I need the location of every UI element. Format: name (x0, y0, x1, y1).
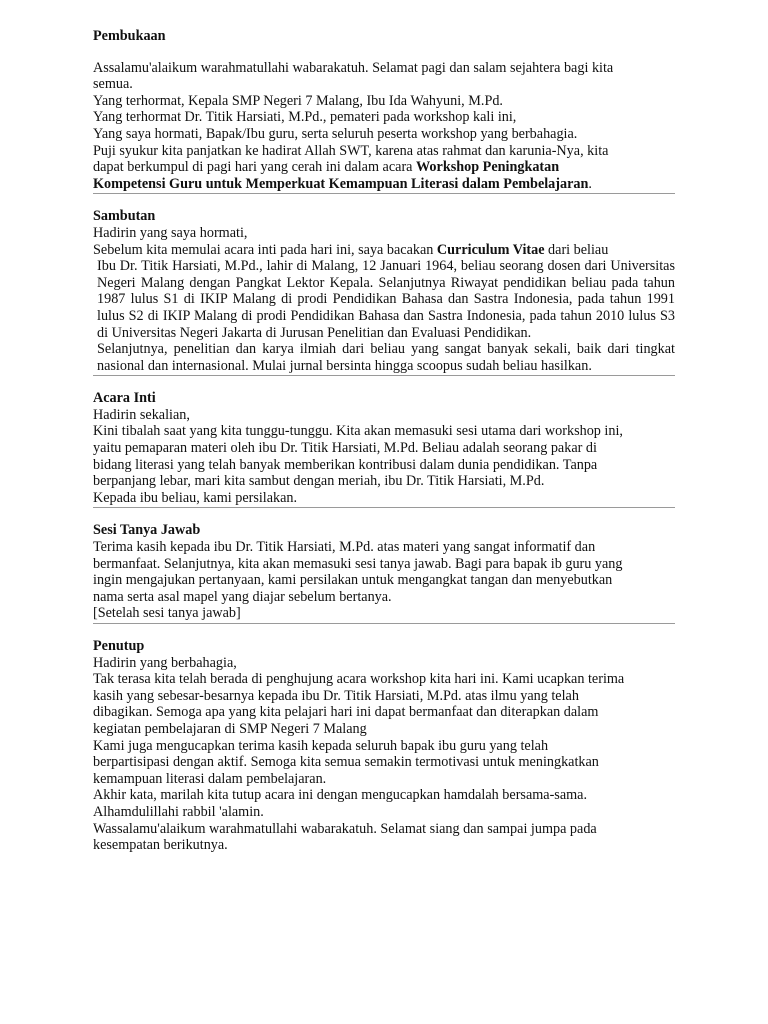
tanya-jawab-note: [Setelah sesi tanya jawab] (93, 605, 241, 622)
section-pembukaan (93, 28, 675, 194)
section-divider (93, 507, 675, 508)
section-sambutan (93, 208, 675, 376)
penutup-line: kegiatan pembelajaran di SMP Negeri 7 Malang (93, 720, 367, 737)
workshop-title-period: . (588, 175, 592, 192)
greeting-line-cont: semua. (93, 76, 133, 93)
document-page (93, 28, 675, 854)
section-divider (93, 375, 675, 376)
penutup-greeting: Hadirin yang berbahagia, (93, 654, 237, 671)
tanya-jawab-line: ingin mengajukan pertanyaan, kami persilakan untuk mengangkat tangan dan menyebutkan (93, 572, 613, 589)
salutation-guru: Yang saya hormati, Bapak/Ibu guru, serta seluruh peserta workshop yang berbahagia. (93, 125, 578, 142)
penutup-line: Alhamdulillahi rabbil 'alamin. (93, 803, 264, 820)
tanya-jawab-line: Terima kasih kepada ibu Dr. Titik Harsiati, M.Pd. atas materi yang sangat informatif dan (93, 539, 596, 556)
section-title-penutup: Penutup (93, 638, 145, 654)
gratitude-text: dapat berkumpul di pagi hari yang cerah ini dalam acara (93, 159, 417, 176)
tanya-jawab-line: nama serta asal mapel yang diajar sebelum bertanya. (93, 588, 392, 605)
section-title-pembukaan: Pembukaan (93, 28, 166, 44)
gratitude-line-cont (93, 159, 675, 176)
cv-intro-suffix: dari beliau (544, 241, 609, 258)
acara-line: bidang literasi yang telah banyak memberikan kontribusi dalam dunia pendidikan. Tanpa (93, 456, 598, 473)
penutup-line: dibagikan. Semoga apa yang kita pelajari hari ini dapat bermanfaat dan diterapkan dalam (93, 704, 599, 721)
cv-bold-text: Curriculum Vitae (436, 241, 545, 258)
tanya-jawab-line: bermanfaat. Selanjutnya, kita akan memasuki sesi tanya jawab. Bagi para bapak ib guru yang (93, 555, 623, 572)
research-paragraph: Selanjutnya, penelitian dan karya ilmiah dari beliau yang sangat banyak sekali, baik dari tingkat nasional dan internasional. Mulai jurnal bersinta hingga scoopus sudah beliau hasilkan. (97, 341, 675, 374)
workshop-title-part2: Kompetensi Guru untuk Memperkuat Kemampuan Literasi dalam Pembelajaran (93, 175, 589, 192)
penutup-line: berpartisipasi dengan aktif. Semoga kita semua semakin termotivasi untuk meningkatkan (93, 754, 599, 771)
gratitude-line: Puji syukur kita panjatkan ke hadirat Allah SWT, karena atas rahmat dan karunia-Nya, kita (93, 142, 609, 159)
section-title-acara-inti: Acara Inti (93, 390, 156, 407)
acara-line: Kepada ibu beliau, kami persilakan. (93, 489, 298, 506)
cv-intro-text: Sebelum kita memulai acara inti pada hari ini, saya bacakan (93, 241, 437, 258)
section-divider (93, 623, 675, 624)
acara-greeting: Hadirin sekalian, (93, 406, 190, 423)
greeting-line: Assalamu'alaikum warahmatullahi wabarakatuh. Selamat pagi dan salam sejahtera bagi kita (93, 59, 614, 76)
acara-line: Kini tibalah saat yang kita tunggu-tunggu. Kita akan memasuki sesi utama dari workshop ini, (93, 423, 623, 440)
section-divider (93, 193, 675, 194)
acara-line: berpanjang lebar, mari kita sambut dengan meriah, ibu Dr. Titik Harsiati, M.Pd. (93, 473, 545, 490)
cv-paragraph: Ibu Dr. Titik Harsiati, M.Pd., lahir di Malang, 12 Januari 1964, beliau seorang dosen dari Universitas Negeri Malang dengan Pangkat Lektor Kepala. Selanjutnya Riwayat pendidikan beliau pada tahun 1987 lulus S1 di IKIP Malang di prodi Pendidikan Bahasa dan Sastra Indonesia, pada tahun 1991 lulus S2 di IKIP Malang di prodi Pendidikan Bahasa dan Sastra Indonesia, pada tahun 2010 lulus S3 di Universitas Negeri Jakarta di Jurusan Penelitian dan Evaluasi Pendidikan. (97, 258, 675, 341)
section-penutup (93, 638, 675, 854)
penutup-line: kemampuan literasi dalam pembelajaran. (93, 770, 327, 787)
salutation-pemateri: Yang terhormat Dr. Titik Harsiati, M.Pd., pemateri pada workshop kali ini, (93, 109, 517, 126)
workshop-title-line (93, 176, 675, 193)
penutup-line: Kami juga mengucapkan terima kasih kepada seluruh bapak ibu guru yang telah (93, 737, 549, 754)
section-title-sambutan: Sambutan (93, 208, 156, 225)
penutup-line: kesempatan berikutnya. (93, 837, 228, 854)
penutup-line: Akhir kata, marilah kita tutup acara ini dengan mengucapkan hamdalah bersama-sama. (93, 787, 587, 804)
section-acara-inti (93, 390, 675, 508)
penutup-line: Tak terasa kita telah berada di penghujung acara workshop kita hari ini. Kami ucapkan terima (93, 671, 625, 688)
salutation-kepala: Yang terhormat, Kepala SMP Negeri 7 Malang, Ibu Ida Wahyuni, M.Pd. (93, 92, 503, 109)
cv-intro-line (93, 242, 675, 259)
penutup-line: Wassalamu'alaikum warahmatullahi wabarakatuh. Selamat siang dan sampai jumpa pada (93, 820, 597, 837)
section-tanya-jawab (93, 522, 675, 624)
workshop-title-part1: Workshop Peningkatan (416, 159, 560, 176)
sambutan-greeting: Hadirin yang saya hormati, (93, 224, 248, 241)
acara-line: yaitu pemaparan materi oleh ibu Dr. Titik Harsiati, M.Pd. Beliau adalah seorang pakar di (93, 440, 597, 457)
penutup-line: kasih yang sebesar-besarnya kepada ibu Dr. Titik Harsiati, M.Pd. atas ilmu yang telah (93, 687, 579, 704)
section-title-tanya-jawab: Sesi Tanya Jawab (93, 522, 201, 539)
